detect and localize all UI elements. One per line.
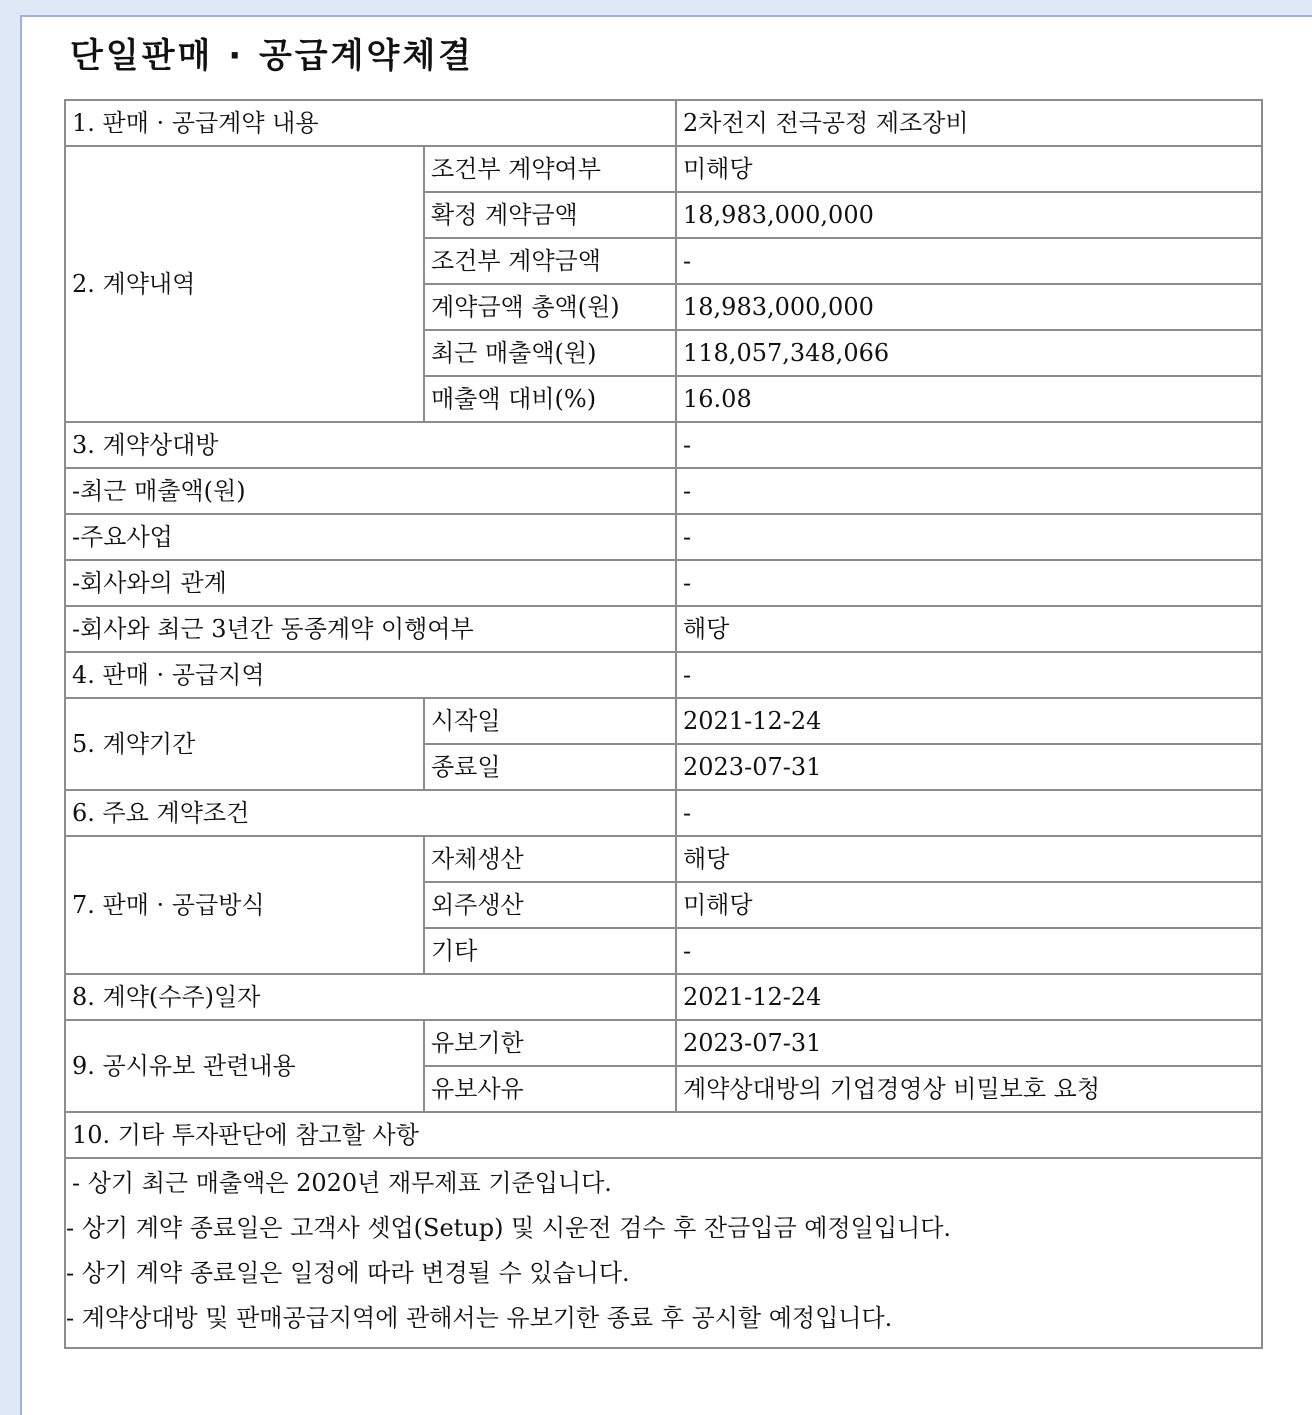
row-value: 미해당 bbox=[676, 146, 1262, 192]
row-value: 2023-07-31 bbox=[676, 744, 1262, 790]
table-row bbox=[65, 974, 1262, 1020]
table-row bbox=[65, 100, 1262, 146]
disclosure-document bbox=[20, 15, 1312, 1415]
sub-label: 매출액 대비(%) bbox=[424, 376, 676, 422]
row-label: -회사와 최근 3년간 동종계약 이행여부 bbox=[65, 606, 676, 652]
row-label: 9. 공시유보 관련내용 bbox=[65, 1020, 424, 1112]
row-value: - bbox=[676, 928, 1262, 974]
note-line: - 상기 계약 종료일은 고객사 셋업(Setup) 및 시운전 검수 후 잔금입금 예정일입니다. bbox=[66, 1214, 952, 1242]
row-label: 2. 계약내역 bbox=[65, 146, 424, 422]
row-value: 2차전지 전극공정 제조장비 bbox=[676, 100, 1262, 146]
row-value: 2023-07-31 bbox=[676, 1020, 1262, 1066]
row-value: - bbox=[676, 560, 1262, 606]
row-value: 해당 bbox=[676, 606, 1262, 652]
page-title: 단일판매 · 공급계약체결 bbox=[70, 36, 475, 76]
row-value: 16.08 bbox=[676, 376, 1262, 422]
table-row bbox=[65, 606, 1262, 652]
row-value: - bbox=[676, 422, 1262, 468]
contract-table bbox=[64, 99, 1263, 1349]
sub-label: 유보사유 bbox=[424, 1066, 676, 1112]
row-label: 1. 판매 · 공급계약 내용 bbox=[65, 100, 676, 146]
table-row bbox=[65, 1020, 1262, 1066]
row-label: 4. 판매 · 공급지역 bbox=[65, 652, 676, 698]
sub-label: 최근 매출액(원) bbox=[424, 330, 676, 376]
row-label: 3. 계약상대방 bbox=[65, 422, 676, 468]
row-label: -최근 매출액(원) bbox=[65, 468, 676, 514]
sub-label: 확정 계약금액 bbox=[424, 192, 676, 238]
row-label: 6. 주요 계약조건 bbox=[65, 790, 676, 836]
sub-label: 외주생산 bbox=[424, 882, 676, 928]
row-label: -회사와의 관계 bbox=[65, 560, 676, 606]
row-value: 계약상대방의 기업경영상 비밀보호 요청 bbox=[676, 1066, 1262, 1112]
row-value: 18,983,000,000 bbox=[676, 192, 1262, 238]
table-row bbox=[65, 514, 1262, 560]
row-label: -주요사업 bbox=[65, 514, 676, 560]
row-value: 118,057,348,066 bbox=[676, 330, 1262, 376]
row-value: - bbox=[676, 514, 1262, 560]
table-row bbox=[65, 146, 1262, 192]
row-value: 미해당 bbox=[676, 882, 1262, 928]
note-line: - 계약상대방 및 판매공급지역에 관해서는 유보기한 종료 후 공시할 예정입니다. bbox=[66, 1304, 893, 1332]
sub-label: 조건부 계약여부 bbox=[424, 146, 676, 192]
row-label: 7. 판매 · 공급방식 bbox=[65, 836, 424, 974]
table-row bbox=[65, 560, 1262, 606]
sub-label: 계약금액 총액(원) bbox=[424, 284, 676, 330]
row-value: 2021-12-24 bbox=[676, 974, 1262, 1020]
sub-label: 조건부 계약금액 bbox=[424, 238, 676, 284]
row-label: 10. 기타 투자판단에 참고할 사항 bbox=[65, 1112, 1262, 1158]
sub-label: 유보기한 bbox=[424, 1020, 676, 1066]
sub-label: 기타 bbox=[424, 928, 676, 974]
table-row bbox=[65, 790, 1262, 836]
row-value: - bbox=[676, 238, 1262, 284]
table-row bbox=[65, 468, 1262, 514]
table-row bbox=[65, 1158, 1262, 1348]
table-row bbox=[65, 1112, 1262, 1158]
row-value: 해당 bbox=[676, 836, 1262, 882]
row-label: 5. 계약기간 bbox=[65, 698, 424, 790]
sub-label: 시작일 bbox=[424, 698, 676, 744]
note-line: - 상기 최근 매출액은 2020년 재무제표 기준입니다. bbox=[72, 1169, 612, 1197]
row-value: 2021-12-24 bbox=[676, 698, 1262, 744]
table-row bbox=[65, 422, 1262, 468]
row-value: - bbox=[676, 468, 1262, 514]
table-row bbox=[65, 652, 1262, 698]
sub-label: 종료일 bbox=[424, 744, 676, 790]
row-value: 18,983,000,000 bbox=[676, 284, 1262, 330]
row-value: - bbox=[676, 652, 1262, 698]
table-row bbox=[65, 698, 1262, 744]
table-row bbox=[65, 836, 1262, 882]
note-line: - 상기 계약 종료일은 일정에 따라 변경될 수 있습니다. bbox=[66, 1259, 630, 1287]
row-label: 8. 계약(수주)일자 bbox=[65, 974, 676, 1020]
sub-label: 자체생산 bbox=[424, 836, 676, 882]
row-value: - bbox=[676, 790, 1262, 836]
notes-cell bbox=[65, 1158, 1262, 1348]
